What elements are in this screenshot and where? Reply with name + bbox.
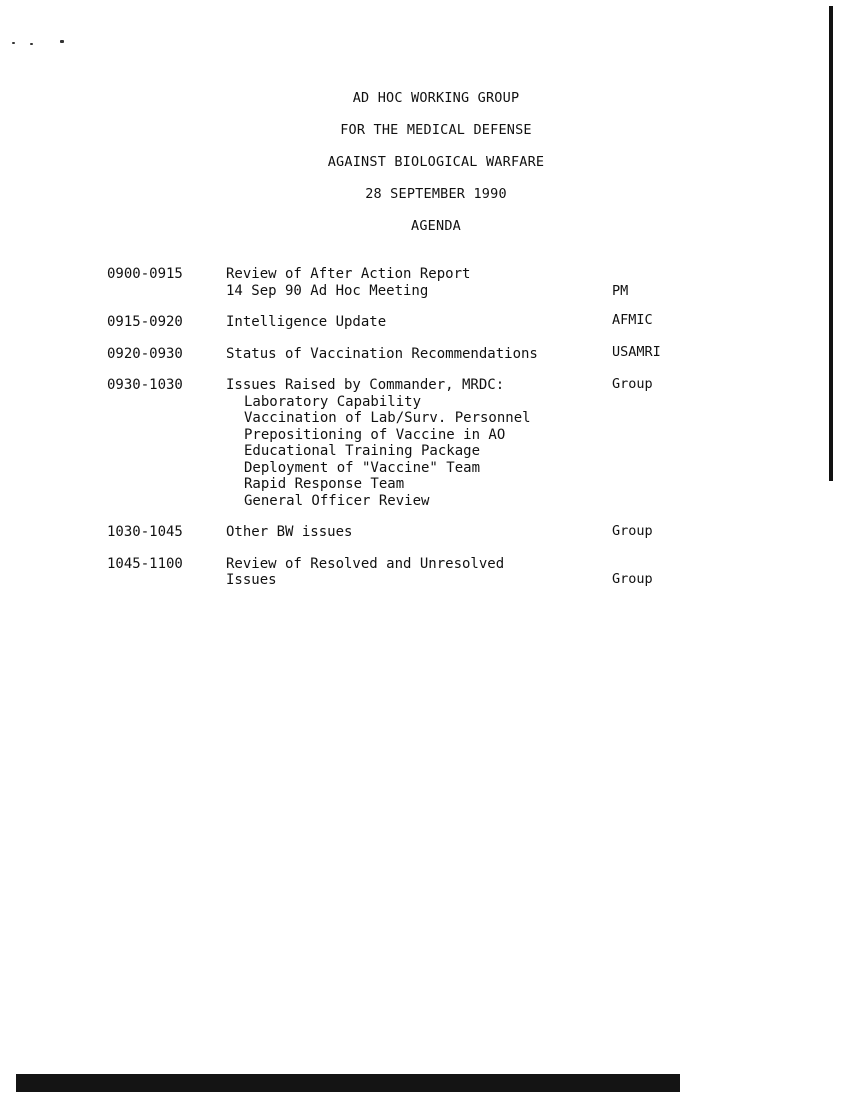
header-date: 28 SEPTEMBER 1990 (365, 186, 507, 202)
agenda-description (226, 556, 606, 589)
agenda-description (226, 314, 606, 331)
header-line-3: AGAINST BIOLOGICAL WARFARE (327, 154, 545, 170)
header-line-1: AD HOC WORKING GROUP (352, 90, 520, 106)
agenda-time: 0930-1030 (107, 377, 183, 393)
agenda-responsible: USAMRI (612, 343, 661, 360)
agenda-sub-item: Rapid Response Team (244, 476, 405, 492)
agenda-title: AGENDA (411, 218, 461, 234)
agenda-line: Intelligence Update (226, 314, 387, 330)
agenda-time: 1045-1100 (107, 555, 183, 572)
agenda-item (107, 266, 707, 299)
agenda-sub-item: General Officer Review (244, 492, 430, 509)
agenda-sub-item: Educational Training Package (244, 443, 481, 459)
agenda-item (107, 343, 707, 363)
agenda-line: Issues Raised by Commander, MRDC: (226, 377, 505, 393)
agenda-item (107, 314, 707, 331)
agenda-item (107, 377, 707, 509)
agenda-item (107, 524, 707, 541)
agenda-responsible: Group (612, 523, 653, 539)
agenda-time: 1030-1045 (107, 524, 183, 540)
scan-speck (60, 40, 64, 43)
scan-speck (30, 43, 33, 45)
agenda-sub-item: Prepositioning of Vaccine in AO (244, 426, 506, 443)
agenda-line: Other BW issues (226, 524, 353, 540)
agenda-line: Review of Resolved and Unresolved (226, 555, 505, 572)
agenda-responsible: Group (612, 570, 653, 587)
agenda-sub-item: Laboratory Capability (244, 393, 422, 410)
scan-bottom-bar (16, 1074, 680, 1092)
agenda-line: 14 Sep 90 Ad Hoc Meeting (226, 282, 429, 299)
agenda-description (226, 346, 606, 363)
agenda-sub-item: Deployment of "Vaccine" Team (244, 459, 481, 476)
agenda-sub-item: Vaccination of Lab/Surv. Personnel (244, 410, 531, 426)
scan-edge-bar (829, 6, 833, 481)
agenda-description (226, 377, 606, 509)
agenda-responsible: AFMIC (612, 312, 653, 328)
agenda-item (107, 556, 707, 589)
agenda-line: Status of Vaccination Recommendations (226, 345, 538, 362)
agenda-time: 0915-0920 (107, 314, 183, 330)
agenda-line: Review of After Action Report (226, 266, 471, 282)
scan-speck (12, 42, 15, 44)
agenda-description (226, 524, 606, 541)
agenda-time: 0920-0930 (107, 345, 183, 362)
agenda-time: 0900-0915 (107, 266, 183, 282)
agenda-responsible: Group (612, 376, 653, 392)
header-line-2: FOR THE MEDICAL DEFENSE (340, 122, 532, 138)
agenda-description (226, 266, 606, 299)
agenda-line: Issues (226, 572, 277, 588)
agenda-responsible: PM (612, 283, 629, 299)
document-header (236, 88, 636, 248)
agenda-list (107, 266, 707, 604)
